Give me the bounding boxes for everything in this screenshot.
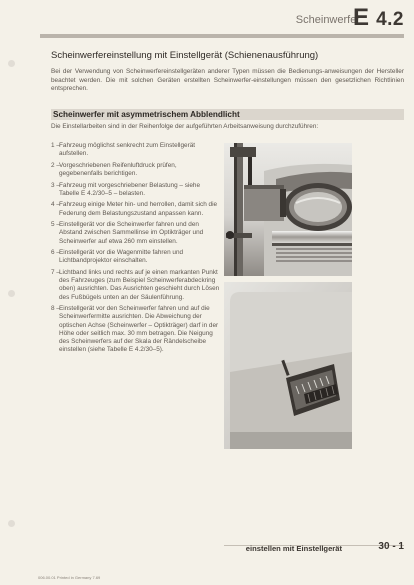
step-item: [51, 182, 221, 198]
step-text: Fahrzeug möglichst senkrecht zum Einstellgerät aufstellen.: [59, 142, 196, 158]
step-text: Einstellgerät vor die Scheinwerfer fahren und den Abstand zwischen Sammellinse im Optikträger und Scheinwerfer auf etwa 260 mm einstellen.: [59, 221, 204, 245]
instruction-steps: [51, 142, 221, 358]
step-text: Vorgeschriebenen Reifenluftdruck prüfen, gegebenenfalls berichtigen.: [59, 161, 177, 177]
step-item: [51, 221, 221, 246]
step-text: Fahrzeug einige Meter hin- und herrollen, damit sich die Federung dem Belastungszustand anpassen kann.: [59, 201, 218, 217]
step-item: [51, 142, 221, 158]
footer-page-number: 30 - 1: [378, 541, 404, 552]
section-title: Scheinwerfereinstellung mit Einstellgerät (Schienenausführung): [51, 50, 319, 61]
section-code-letter: E: [352, 4, 370, 31]
step-number: 8 –: [51, 305, 60, 313]
subsection-title: Scheinwerfer mit asymmetrischem Abblendlicht: [53, 110, 240, 119]
step-item: [51, 162, 221, 178]
section-code-number: 4.2: [376, 9, 404, 30]
step-number: 7 –: [51, 268, 60, 276]
punch-hole: [8, 520, 15, 527]
step-number: 1 –: [51, 142, 60, 149]
punch-hole: [8, 290, 15, 297]
footer-section-label: einstellen mit Einstellgerät: [245, 544, 342, 553]
header-section-code: [353, 4, 404, 32]
photo-aimer-scale: [224, 282, 352, 449]
photo-aimer-at-headlight: [224, 143, 352, 276]
step-text: Einstellgerät vor die Wagenmitte fahren und Lichtbandprojektor einschalten.: [59, 249, 184, 265]
print-note: 006.00.01 Printed in Germany 7.69: [38, 575, 101, 580]
step-text: Fahrzeug mit vorgeschriebener Belastung – siehe Tabelle E 4.2/30–5 – belasten.: [59, 181, 201, 197]
step-number: 6 –: [51, 249, 60, 257]
step-text: Einstellgerät vor den Scheinwerfer fahren und auf die Scheinwerfermitte ausrichten. Die Abweichung der optischen Achse (Scheinwerfer – Optikträger) darf in der Höhe oder seitlich max. 30 mm betragen. Die Neigung des Scheinwerfers auf der Skala der Rändelscheibe einstellen (siehe Tabelle E 4.2/30–5).: [59, 305, 219, 354]
step-item: [51, 305, 221, 354]
header-rule: [40, 34, 404, 38]
intro-paragraph: Bei der Verwendung von Scheinwerfereinstellgeräten anderer Typen müssen die Bedienungs-anweisungen der Hersteller beachtet werden. Die mit solchen Geräten erstellten Scheinwerfer-einstellungen müssen den gesetzlichen Richtlinien entsprechen.: [51, 68, 404, 93]
punch-hole: [8, 60, 15, 67]
step-number: 2 –: [51, 161, 60, 169]
step-number: 3 –: [51, 181, 60, 189]
subsection-intro: Die Einstellarbeiten sind in der Reihenfolge der aufgeführten Arbeitsanweisung durchzuführen:: [51, 123, 319, 130]
step-item: [51, 269, 221, 302]
step-number: 5 –: [51, 221, 60, 229]
step-item: [51, 249, 221, 265]
step-number: 4 –: [51, 201, 60, 209]
step-item: [51, 201, 221, 217]
header-section-name: Scheinwerfer: [295, 14, 360, 26]
step-text: Lichtband links und rechts auf je einen markanten Punkt des Fahrzeuges (zum Beispiel Scheinwerferabdeckring oben) ausrichten. Das Ausrichten geschieht durch Lösen des Fußbügels unten an der Säulenführung.: [59, 268, 220, 301]
